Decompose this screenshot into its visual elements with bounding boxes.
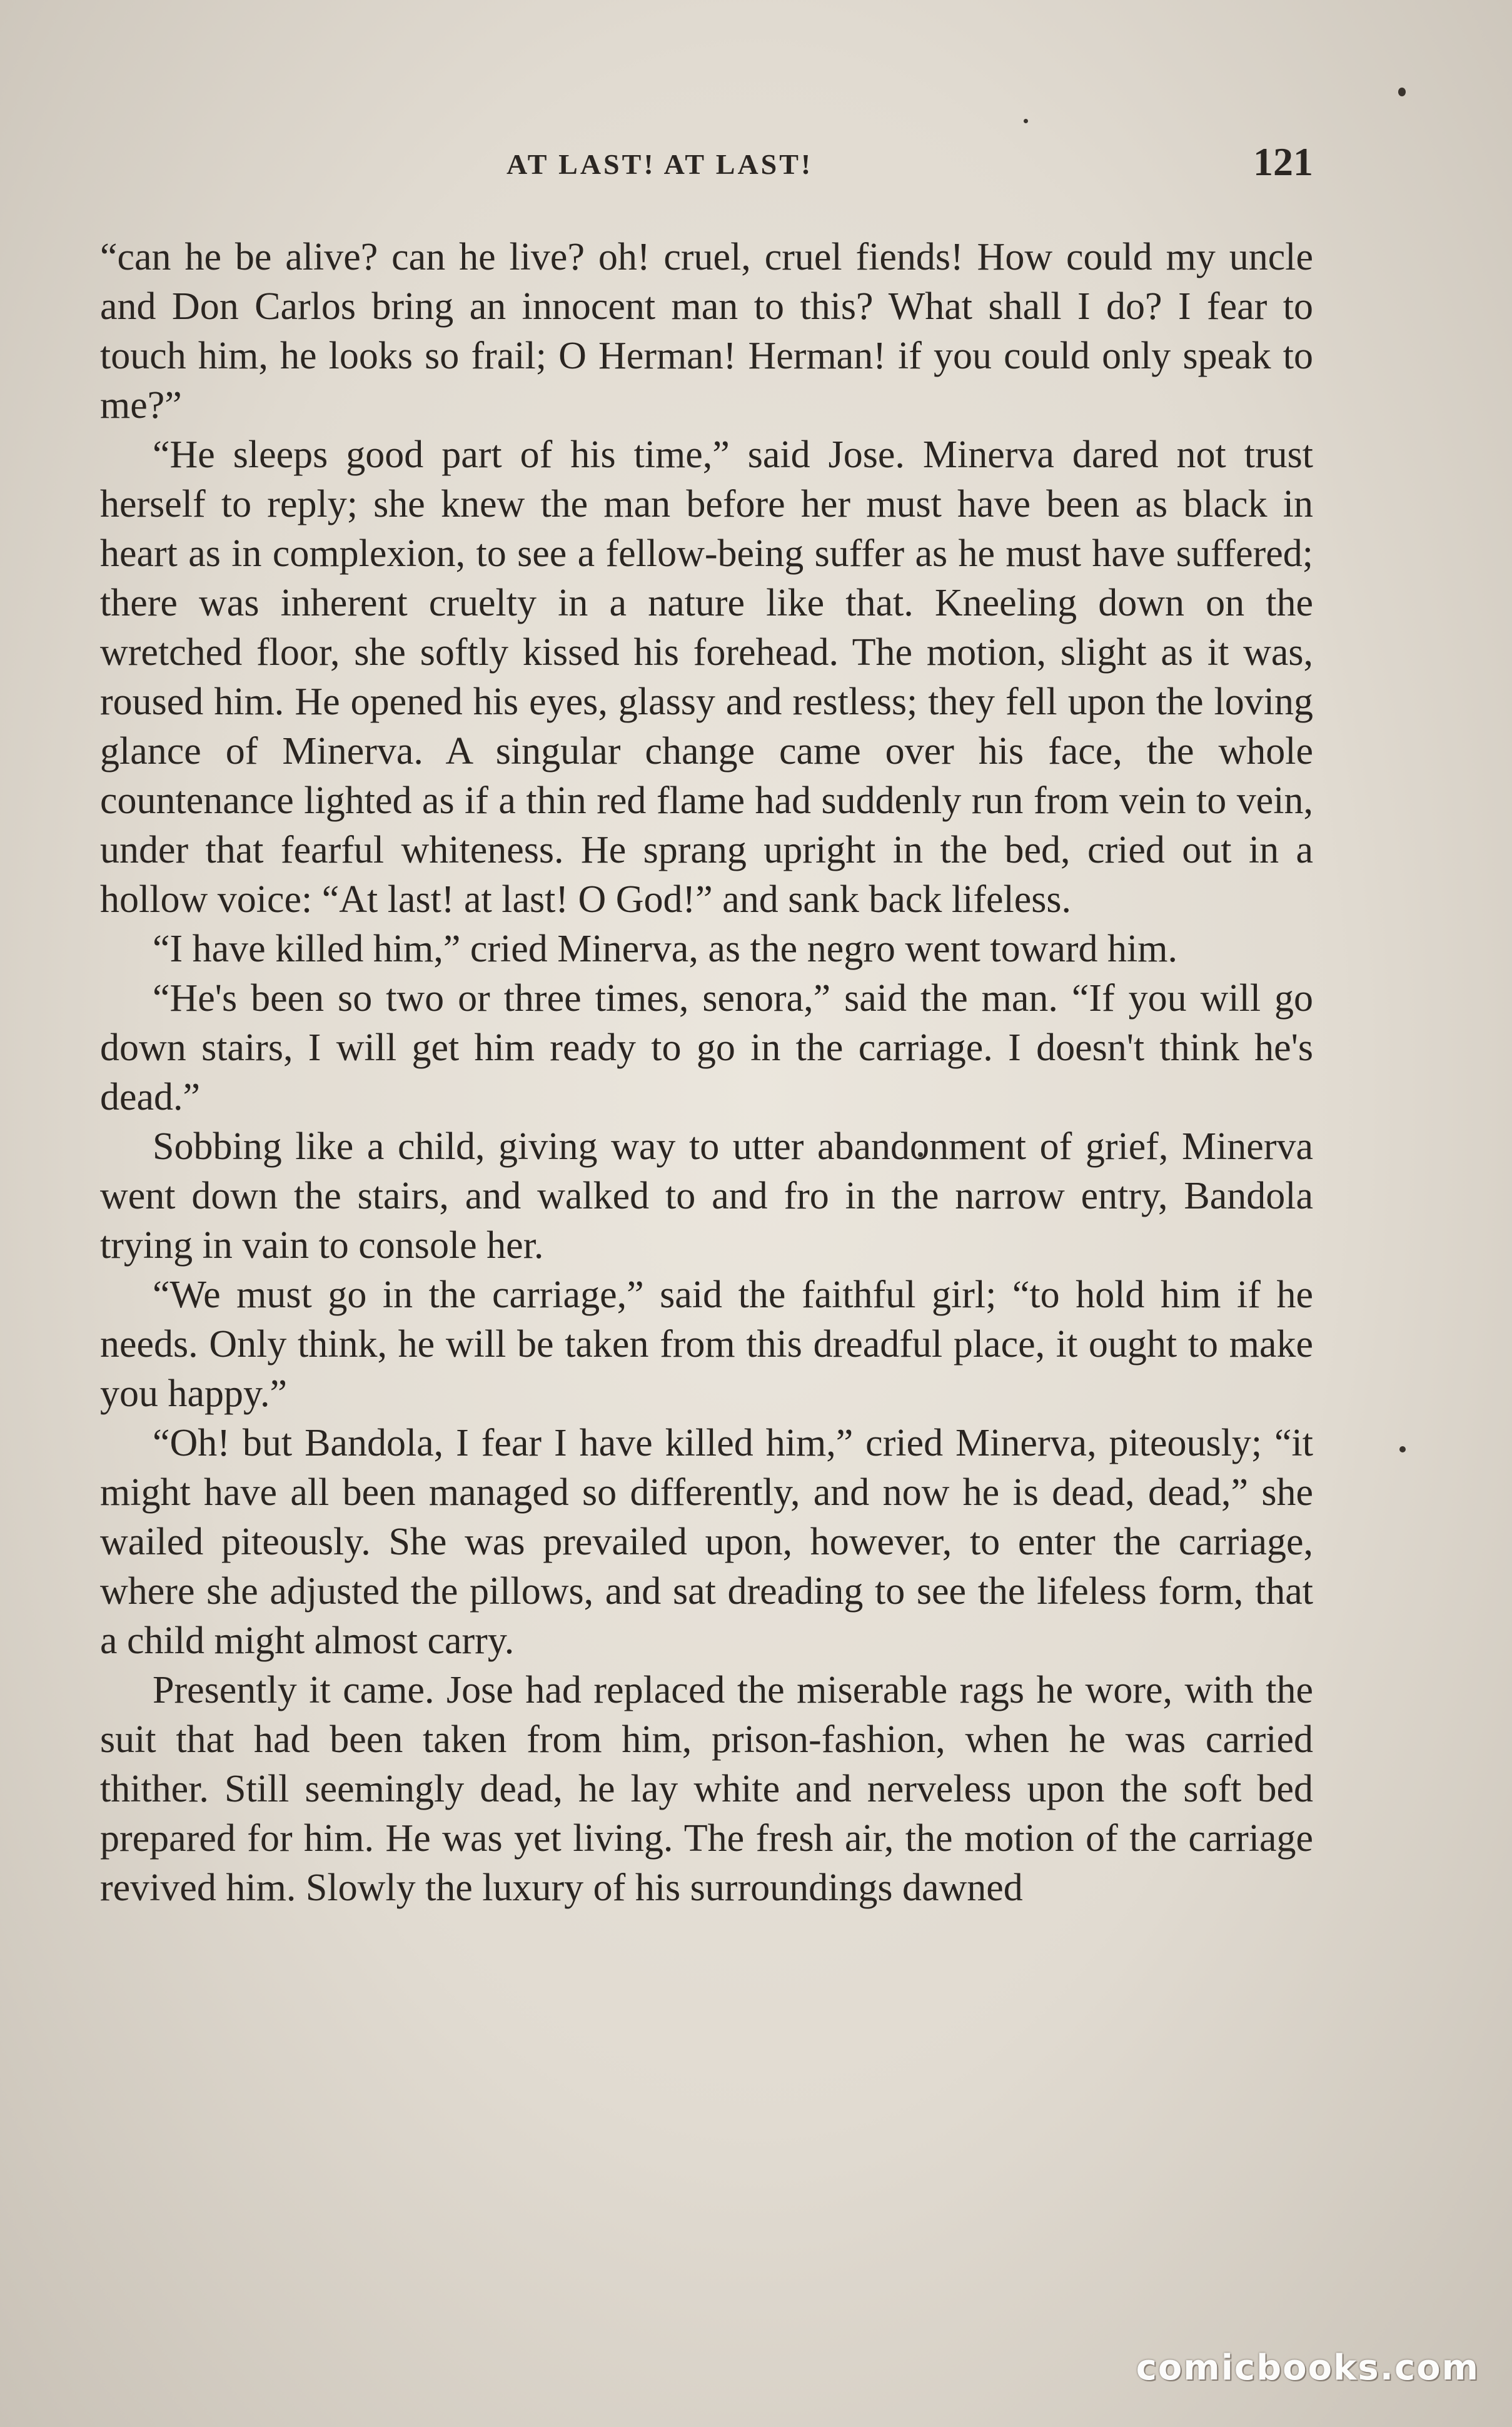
watermark-logo: comicbooks.com: [1136, 2348, 1479, 2388]
paragraph: “can he be alive? can he live? oh! cruel, cruel fiends! How could my uncle and Don Carlos bring an innocent man to this? What shall I do? I fear to touch him, he looks so frail; O Herman! Herman! if you could only speak to me?”: [100, 236, 1313, 427]
ink-speck: [1398, 88, 1406, 96]
page-number: 121: [1253, 139, 1313, 184]
paragraph: “He sleeps good part of his time,” said Jose. Minerva dared not trust herself to reply; she knew the man before her must have been as black in heart as in complexion, to see a fellow-being suffer as he must have suffered; there was inherent cruelty in a nature like that. Kneeling down on the wretched floor, she softly kissed his forehead. The motion, slight as it was, roused him. He opened his eyes, glassy and restless; they fell upon the loving glance of Minerva. A singular change came over his face, the whole countenance lighted as if a thin red flame had suddenly run from vein to vein, under that fearful whiteness. He sprang upright in the bed, cried out in a hollow voice: “At last! at last! O God!” and sank back lifeless.: [100, 433, 1313, 921]
page-header: [100, 139, 1313, 189]
paragraph: “We must go in the carriage,” said the faithful girl; “to hold him if he needs. Only think, he will be taken from this dreadful place, it ought to make you happy.”: [100, 1274, 1313, 1415]
body-text: [100, 233, 1313, 2284]
paragraph: “I have killed him,” cried Minerva, as the negro went toward him.: [153, 928, 1178, 970]
ink-speck: [1399, 1446, 1406, 1452]
paragraph: Presently it came. Jose had replaced the miserable rags he wore, with the suit that had been taken from him, prison-fashion, when he was carried thither. Still seemingly dead, he lay white and nerveless upon the soft bed prepared for him. He was yet living. The fresh air, the motion of the carriage revived him. Slowly the luxury of his surroundings dawned: [100, 1669, 1313, 1909]
running-title: AT LAST! AT LAST!: [507, 148, 814, 180]
ink-speck: [1024, 119, 1028, 123]
paragraph: Sobbing like a child, giving way to utter abandonment of grief, Minerva went down the stairs, and walked to and fro in the narrow entry, Bandola trying in vain to console her.: [100, 1125, 1313, 1267]
paragraph: “Oh! but Bandola, I fear I have killed him,” cried Minerva, piteously; “it might have all been managed so differently, and now he is dead, dead,” she wailed piteously. She was prevailed upon, however, to enter the carriage, where she adjusted the pillows, and sat dreading to see the lifeless form, that a child might almost carry.: [100, 1422, 1313, 1662]
paragraph: “He's been so two or three times, senora,” said the man. “If you will go down stairs, I will get him ready to go in the carriage. I doesn't think he's dead.”: [100, 977, 1313, 1118]
